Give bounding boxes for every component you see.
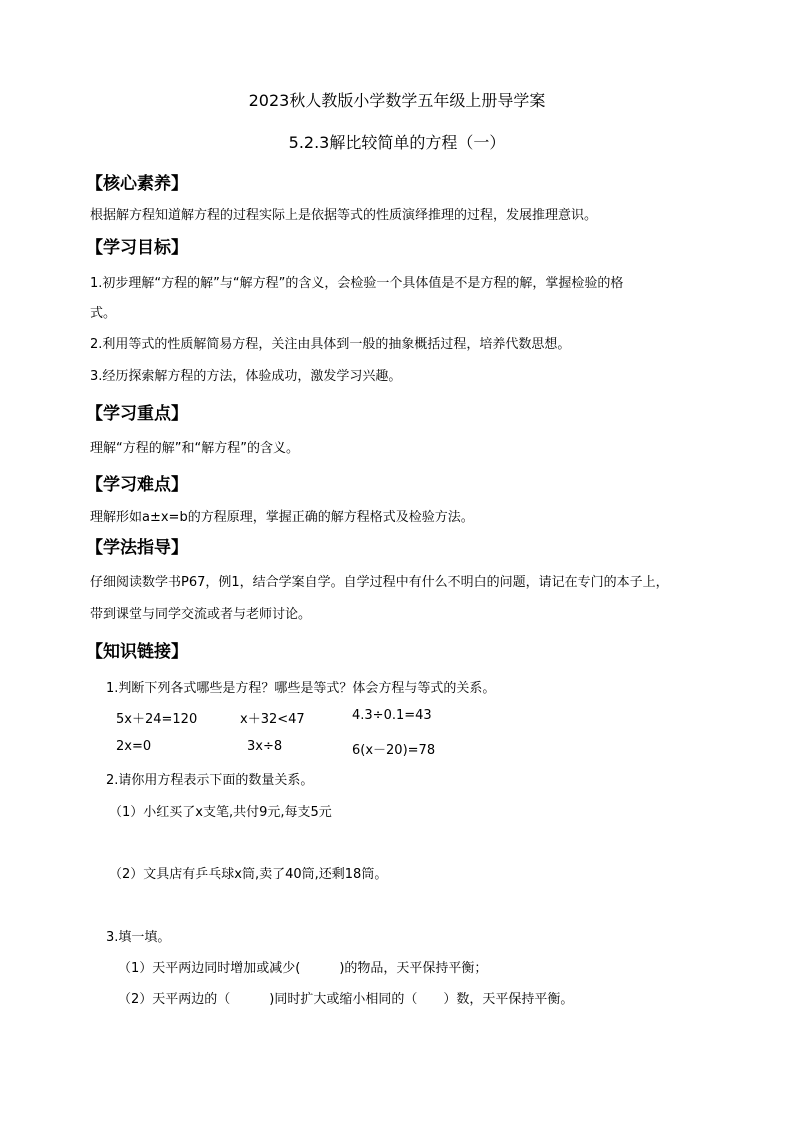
heading-difficulties: 【学习难点】 (86, 475, 188, 495)
question-2-item: （2）文具店有乒乓球x筒,卖了40筒,还剩18筒。 (109, 867, 388, 882)
question-3-item: （2）天平两边的（ )同时扩大或缩小相同的（ ）数，天平保持平衡。 (118, 992, 574, 1007)
goal-item: 式。 (90, 306, 117, 321)
heading-core-literacy: 【核心素养】 (86, 174, 188, 194)
heading-learning-goals: 【学习目标】 (86, 238, 188, 258)
study-method-line: 仔细阅读数学书P67，例1，结合学案自学。自学过程中有什么不明白的问题，请记在专门的本子上， (90, 575, 669, 590)
study-method-line: 带到课堂与同学交流或者与老师讨论。 (90, 607, 312, 622)
question-2: 2.请你用方程表示下面的数量关系。 (106, 773, 314, 788)
question-3: 3.填一填。 (106, 930, 171, 945)
question-2-item: （1）小红买了x支笔,共付9元,每支5元 (109, 805, 332, 820)
expression: 4.3÷0.1=43 (352, 708, 432, 723)
heading-key-points: 【学习重点】 (86, 404, 188, 424)
goal-item: 3.经历探索解方程的方法，体验成功，激发学习兴趣。 (90, 369, 402, 384)
goal-item: 2.利用等式的性质解简易方程，关注由具体到一般的抽象概括过程，培养代数思想。 (90, 337, 571, 352)
question-3-item: （1）天平两边同时增加或减少( )的物品，天平保持平衡； (118, 961, 488, 976)
question-1: 1.判断下列各式哪些是方程？哪些是等式？体会方程与等式的关系。 (106, 681, 496, 696)
expression: 2x=0 (116, 739, 152, 754)
document-subtitle: 5.2.3解比较简单的方程（一） (288, 133, 506, 152)
expression: 6(x－20)=78 (352, 743, 436, 758)
expression: 3x÷8 (247, 739, 283, 754)
key-points-text: 理解“方程的解”和“解方程”的含义。 (90, 441, 299, 456)
expression: 5x＋24=120 (116, 712, 198, 727)
goal-item: 1.初步理解“方程的解”与“解方程”的含义，会检验一个具体值是不是方程的解，掌握检验的格 (90, 276, 624, 291)
core-literacy-text: 根据解方程知道解方程的过程实际上是依据等式的性质演绎推理的过程，发展推理意识。 (90, 208, 598, 223)
difficulties-text: 理解形如a±x=b的方程原理，掌握正确的解方程格式及检验方法。 (90, 510, 474, 525)
heading-study-method: 【学法指导】 (86, 538, 188, 558)
document-title: 2023秋人教版小学数学五年级上册导学案 (248, 91, 546, 110)
heading-knowledge-link: 【知识链接】 (86, 642, 188, 662)
expression: x＋32<47 (240, 712, 305, 727)
